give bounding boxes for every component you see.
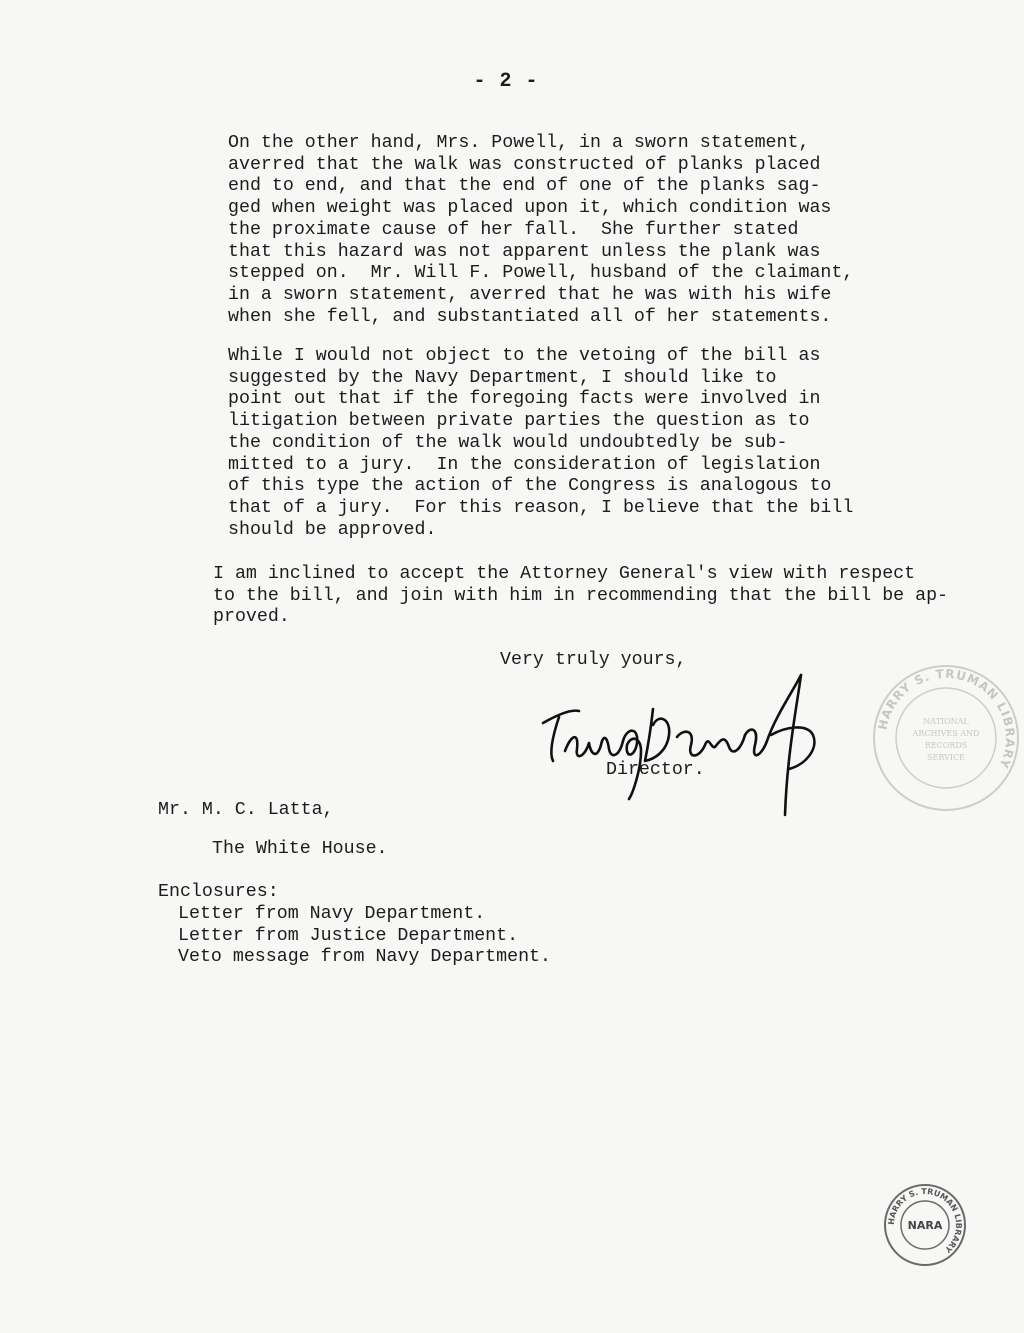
handwritten-signature	[535, 665, 845, 825]
closing: Very truly yours,	[500, 650, 687, 670]
text-line: when she fell, and substantiated all of her statements.	[228, 306, 832, 327]
text-line: mitted to a jury. In the consideration of legislation	[228, 454, 821, 475]
text-line: to the bill, and join with him in recommending that the bill be ap-	[213, 585, 949, 606]
stamp-center-text: ARCHIVES AND	[912, 729, 980, 738]
text-line: While I would not object to the vetoing of the bill as	[228, 346, 821, 366]
text-line: point out that if the foregoing facts were involved in	[228, 389, 821, 410]
addressee-location: The White House.	[212, 839, 388, 859]
stamp-center-text: RECORDS	[924, 741, 968, 750]
text-line: in a sworn statement, averred that he was with his wife	[228, 284, 832, 305]
text-line: litigation between private parties the question as to	[228, 411, 810, 432]
text-line: stepped on. Mr. Will F. Powell, husband of the claimant,	[228, 263, 854, 284]
text-line: I am inclined to accept the Attorney General's view with respect	[213, 564, 916, 584]
enclosures-heading: Enclosures:	[158, 882, 279, 902]
page-number: - 2 -	[473, 70, 539, 93]
paragraph-3	[213, 564, 948, 629]
text-line: should be approved.	[228, 519, 437, 540]
text-line: of this type the action of the Congress is analogous to	[228, 476, 832, 497]
nara-center-text: NARA	[907, 1219, 943, 1232]
stamp-center-text: SERVICE	[927, 753, 965, 762]
text-line: averred that the walk was constructed of planks placed	[228, 154, 821, 175]
paragraph-2	[228, 346, 853, 541]
stamp-ring-text: HARRY S. TRUMAN LIBRARY	[875, 666, 1018, 771]
list-item: Letter from Justice Department.	[178, 925, 519, 946]
nara-ring-text: HARRY S. TRUMAN LIBRARY	[886, 1186, 964, 1255]
text-line: ged when weight was placed upon it, which condition was	[228, 198, 832, 219]
text-line: the proximate cause of her fall. She further stated	[228, 219, 799, 240]
text-line: the condition of the walk would undoubtedly be sub-	[228, 432, 788, 453]
enclosures-list	[178, 904, 551, 969]
text-line: end to end, and that the end of one of the planks sag-	[228, 176, 821, 197]
list-item: Veto message from Navy Department.	[178, 947, 551, 968]
signature-title: Director.	[606, 760, 705, 780]
text-line: that of a jury. For this reason, I believe that the bill	[228, 497, 854, 518]
text-line: suggested by the Navy Department, I should like to	[228, 367, 777, 388]
truman-library-stamp	[868, 660, 1024, 816]
text-line: that this hazard was not apparent unless the plank was	[228, 241, 821, 262]
addressee-name: Mr. M. C. Latta,	[158, 800, 334, 820]
nara-stamp	[882, 1182, 968, 1268]
text-line: proved.	[213, 607, 290, 628]
paragraph-1	[228, 133, 853, 328]
list-item: Letter from Navy Department.	[178, 904, 486, 924]
text-line: On the other hand, Mrs. Powell, in a sworn statement,	[228, 133, 810, 153]
stamp-center-text: NATIONAL	[923, 717, 969, 726]
